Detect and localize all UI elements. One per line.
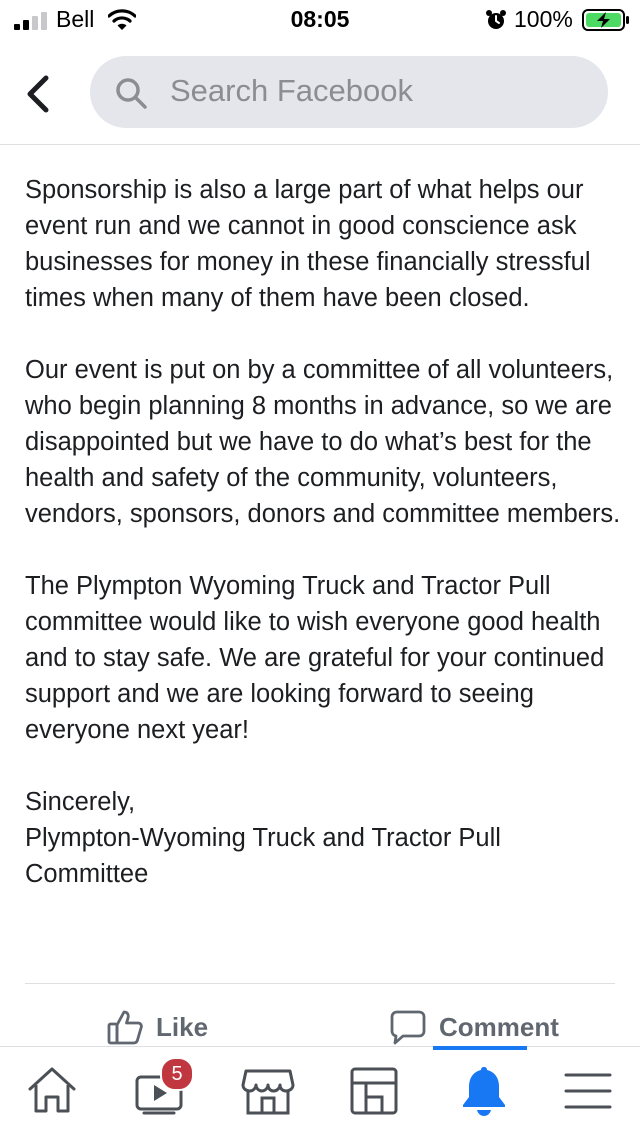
signature-line-2: Committee [25, 860, 149, 888]
post-text [25, 172, 625, 892]
status-bar [0, 0, 640, 40]
search-icon [114, 76, 148, 110]
comment-button[interactable] [389, 1004, 559, 1050]
post-signature [25, 784, 625, 892]
like-label: Like [156, 1011, 209, 1042]
battery-charging-icon [582, 9, 630, 31]
groups-feed-tab-icon[interactable] [346, 1063, 402, 1119]
thumbs-up-icon [106, 1008, 144, 1046]
comment-label: Comment [439, 1011, 559, 1042]
status-time: 08:05 [290, 6, 350, 32]
search-input[interactable] [170, 68, 590, 114]
menu-hamburger-icon[interactable] [560, 1063, 616, 1119]
notifications-bell-icon[interactable] [456, 1063, 512, 1119]
watch-tab[interactable] [134, 1063, 190, 1119]
post-paragraph-volunteers: Our event is put on by a committee of all volunteers, who begin planning 8 months in advance, so we are disappointed but we have to do what’s best for the health and safety of the community, volunteers, vendors, sponsors, donors and committee members. [25, 356, 621, 528]
home-tab-icon[interactable] [24, 1063, 80, 1119]
search-header [0, 44, 640, 145]
back-arrow-icon[interactable] [24, 74, 54, 114]
battery-percentage: 100% [514, 6, 573, 32]
comment-bubble-icon [389, 1008, 427, 1046]
like-button[interactable] [106, 1004, 208, 1050]
post-paragraph-wishes: The Plympton Wyoming Truck and Tractor Pull committee would like to wish everyone good health and to stay safe. We are grateful for your continued support and we are looking forward to seeing everyone next year! [25, 572, 605, 744]
marketplace-tab-icon[interactable] [240, 1063, 296, 1119]
bottom-tab-bar [0, 1046, 640, 1137]
signoff-text: Sincerely, [25, 788, 136, 816]
actions-divider [25, 983, 615, 984]
alarm-clock-icon [485, 9, 507, 31]
post-paragraph-sponsorship: Sponsorship is also a large part of what helps our event run and we cannot in good conscience ask businesses for money in these financially stressful times when many of them have been closed. [25, 176, 591, 312]
active-tab-indicator [433, 1046, 527, 1050]
search-bar[interactable] [90, 56, 608, 128]
watch-notification-badge: 5 [160, 1057, 194, 1091]
carrier-name: Bell [56, 6, 95, 32]
signature-line-1: Plympton-Wyoming Truck and Tractor Pull [25, 824, 501, 852]
